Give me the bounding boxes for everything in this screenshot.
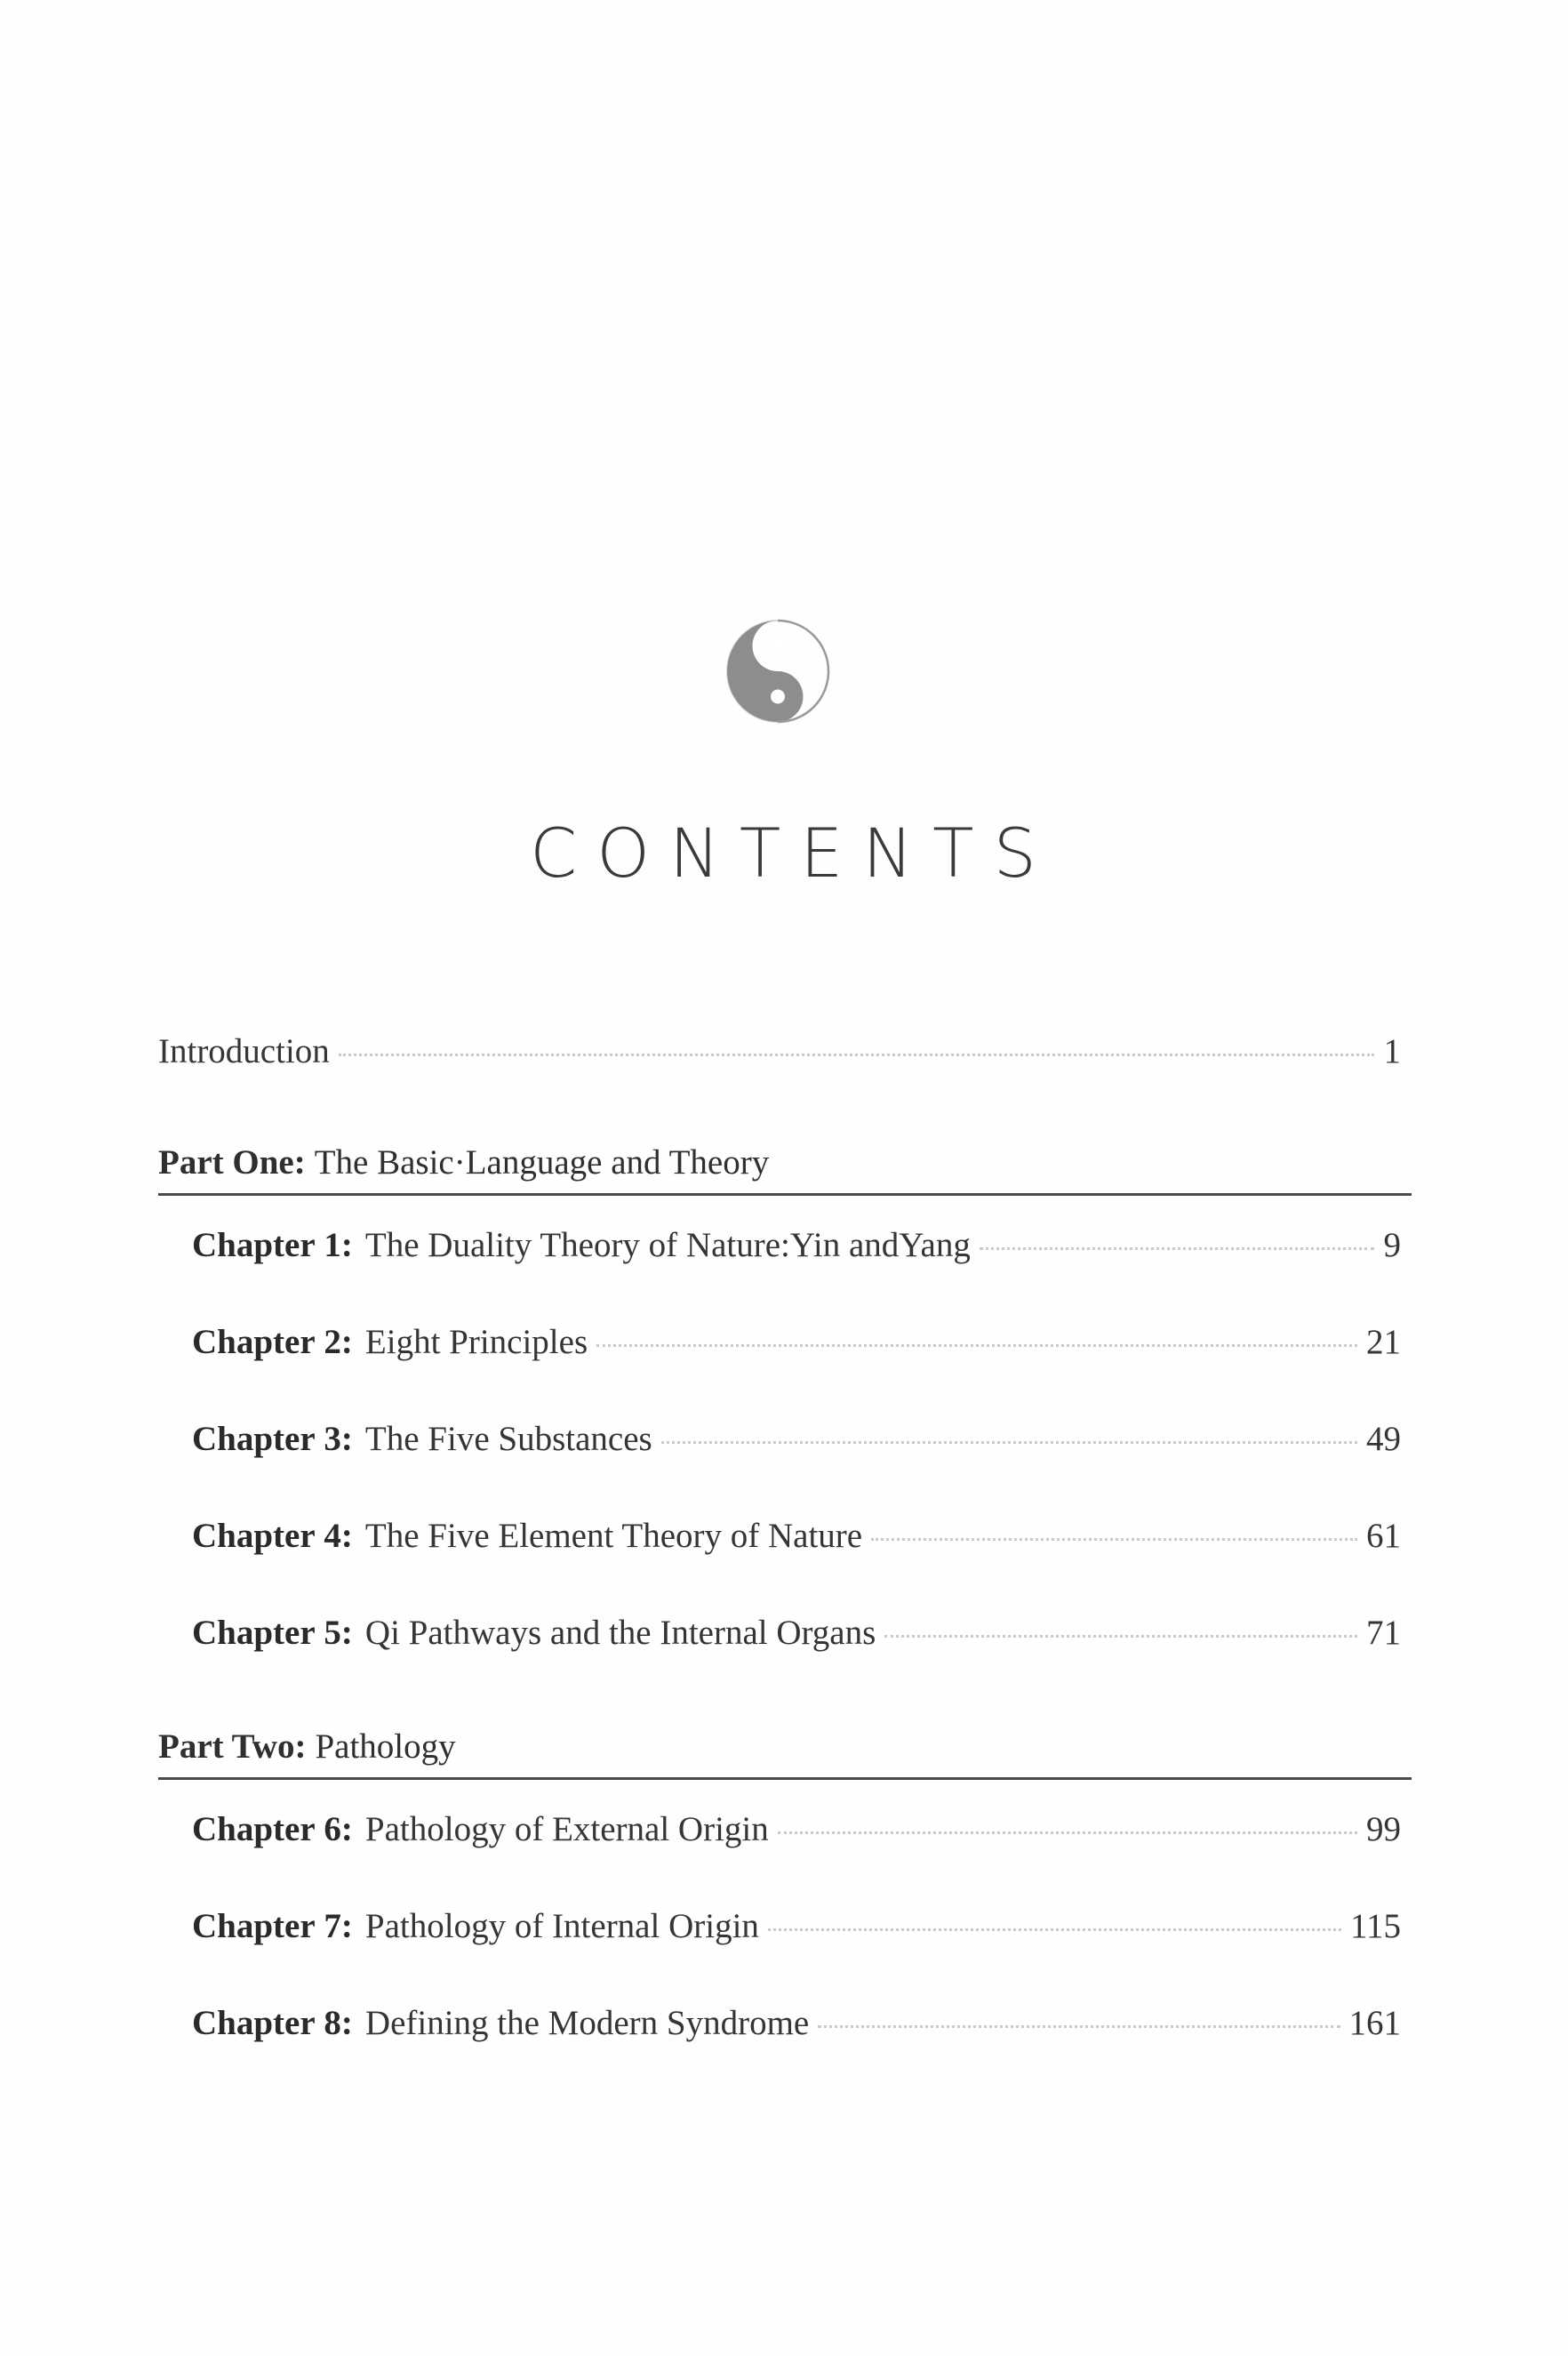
part-label: Part Two: bbox=[158, 1727, 307, 1766]
dot-leader bbox=[339, 1054, 1374, 1056]
page-number: 21 bbox=[1366, 1323, 1401, 1361]
part-label: Part One: bbox=[158, 1143, 306, 1182]
entry-title: The Duality Theory of Nature:Yin andYang bbox=[364, 1226, 971, 1264]
chapter-label: Chapter 3: bbox=[192, 1420, 353, 1458]
entry-title: Pathology of External Origin bbox=[364, 1810, 769, 1848]
chapter-label: Chapter 5: bbox=[192, 1614, 353, 1652]
dot-leader bbox=[980, 1247, 1374, 1250]
page-number: 161 bbox=[1348, 2004, 1401, 2042]
chapter-label: Chapter 1: bbox=[192, 1226, 353, 1264]
part-heading-two bbox=[158, 1727, 1412, 1780]
toc-entry-introduction[interactable] bbox=[158, 1031, 1401, 1071]
dot-leader bbox=[818, 2025, 1340, 2028]
entry-title: Defining the Modern Syndrome bbox=[364, 2004, 810, 2042]
page-number: 49 bbox=[1366, 1420, 1401, 1458]
chapter-label: Chapter 2: bbox=[192, 1323, 353, 1361]
toc-entry-chapter-2[interactable] bbox=[192, 1322, 1401, 1362]
page-number: 9 bbox=[1383, 1226, 1401, 1264]
part-title: The Basic·Language and Theory bbox=[314, 1143, 770, 1182]
yin-yang-icon bbox=[720, 613, 836, 729]
toc-entry-chapter-7[interactable] bbox=[192, 1906, 1401, 1946]
page-number: 99 bbox=[1366, 1810, 1401, 1848]
toc-entry-chapter-3[interactable] bbox=[192, 1419, 1401, 1459]
entry-title: Eight Principles bbox=[364, 1323, 588, 1361]
dot-leader bbox=[768, 1928, 1341, 1931]
entry-title: Qi Pathways and the Internal Organs bbox=[364, 1614, 876, 1652]
dot-leader bbox=[661, 1441, 1357, 1444]
page-number: 1 bbox=[1383, 1032, 1401, 1070]
page-number: 61 bbox=[1366, 1517, 1401, 1555]
page-number: 115 bbox=[1349, 1907, 1401, 1945]
entry-title: The Five Substances bbox=[364, 1420, 652, 1458]
dot-leader bbox=[596, 1344, 1357, 1347]
chapter-label: Chapter 8: bbox=[192, 2004, 353, 2042]
part-heading-one bbox=[158, 1142, 1412, 1196]
dot-leader bbox=[884, 1635, 1357, 1638]
dot-leader bbox=[871, 1538, 1357, 1541]
toc-entry-chapter-1[interactable] bbox=[192, 1225, 1401, 1265]
chapter-label: Chapter 6: bbox=[192, 1810, 353, 1848]
page-number: 71 bbox=[1366, 1614, 1401, 1652]
toc-entry-chapter-4[interactable] bbox=[192, 1516, 1401, 1556]
toc-entry-chapter-5[interactable] bbox=[192, 1613, 1401, 1653]
page-title: CONTENTS bbox=[530, 813, 1056, 893]
part-title: Pathology bbox=[315, 1727, 456, 1766]
entry-title: The Five Element Theory of Nature bbox=[364, 1517, 863, 1555]
dot-leader bbox=[778, 1831, 1357, 1834]
entry-title: Pathology of Internal Origin bbox=[364, 1907, 759, 1945]
entry-title: Introduction bbox=[158, 1032, 330, 1070]
toc-entry-chapter-8[interactable] bbox=[192, 2003, 1401, 2043]
chapter-label: Chapter 4: bbox=[192, 1517, 353, 1555]
chapter-label: Chapter 7: bbox=[192, 1907, 353, 1945]
toc-entry-chapter-6[interactable] bbox=[192, 1809, 1401, 1849]
